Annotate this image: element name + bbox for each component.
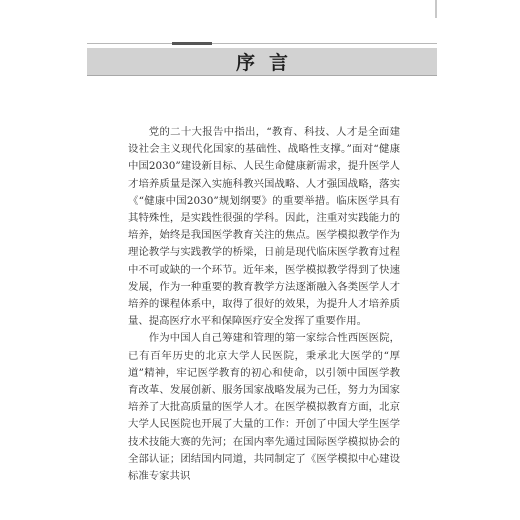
preface-body (128, 124, 400, 485)
section-heading-band (87, 48, 437, 75)
heading-bottom-rule (87, 75, 437, 76)
paragraph-2: 作为中国人自己筹建和管理的第一家综合性西医医院，已有百年历史的北京大学人民医院，秉承北大医学的“厚道”精神，牢记医学教育的初心和使命，以引领中国医学教育改革、发展创新、服务国家战略发展为己任，努力为国家培养了大批高质量的医学人才。在医学模拟教育方面，北京大学人民医院也开展了大量的工作：开创了中国大学生医学技术技能大赛的先河；在国内率先通过国际医学模拟协会的全部认证；团结国内同道，共同制定了《医学模拟中心建设标准专家共识 (128, 332, 400, 483)
section-title: 序言 (235, 52, 302, 74)
header-accent-bar (172, 42, 212, 45)
paragraph-1: 党的二十大报告中指出，“教育、科技、人才是全面建设社会主义现代化国家的基础性、战略性支撑。”面对“健康中国2030”建设新目标、人民生命健康新需求，提升医学人才培养质量是深入实施科教兴国战略、人才强国战略，落实《“健康中国2030”规划纲要》的重要举措。临床医学具有其特殊性，是实践性很强的学科。因此，注重对实践能力的培养，始终是我国医学教育关注的焦点。医学模拟教学作为理论教学与实践教学的桥梁，日前是现代临床医学教育过程中不可或缺的一个环节。近年来，医学模拟教学得到了快速发展，作为一种重要的教育教学方法逐渐融入各类医学人才培养的课程体系中，取得了很好的效果，为提升人才培养质量、提高医疗水平和保障医疗安全发挥了重要作用。 (128, 126, 400, 328)
page-edge-mark (435, 0, 437, 18)
header-rule (87, 43, 437, 44)
